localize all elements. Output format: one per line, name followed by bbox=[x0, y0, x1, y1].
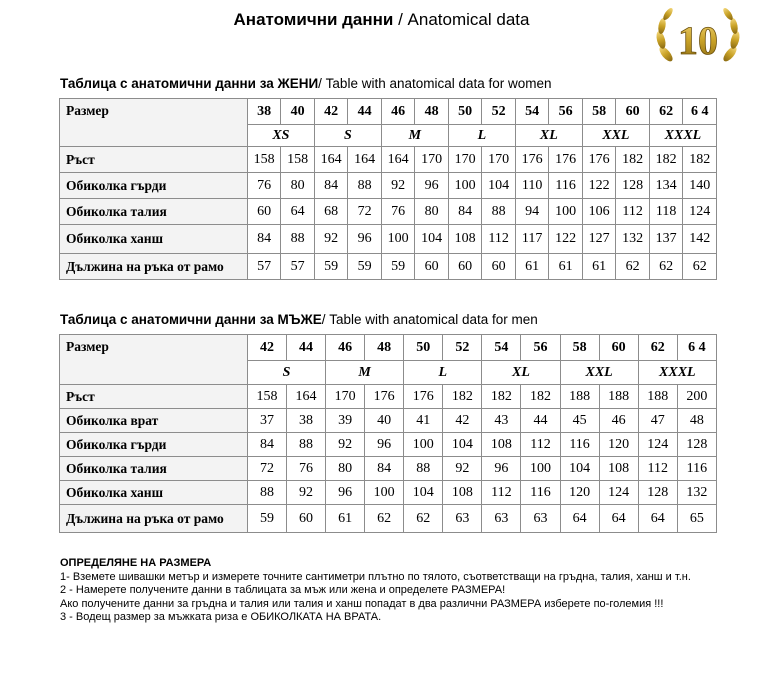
measurement-value: 108 bbox=[448, 225, 482, 254]
size-number-cell: 44 bbox=[348, 99, 382, 125]
measurement-value: 84 bbox=[448, 199, 482, 225]
table-row bbox=[60, 225, 717, 254]
measurement-label: Обиколка талия bbox=[60, 199, 248, 225]
instruction-line: 2 - Намерете получените данни в таблицата за мъж или жена и определете РАЗМЕРА! bbox=[60, 584, 506, 596]
measurement-value: 164 bbox=[381, 147, 415, 173]
size-label: Размер bbox=[60, 335, 248, 385]
measurement-value: 60 bbox=[415, 254, 449, 280]
table-row bbox=[60, 409, 717, 433]
measurement-value: 92 bbox=[381, 173, 415, 199]
table-row bbox=[60, 254, 717, 280]
instructions-heading: ОПРЕДЕЛЯНЕ НА РАЗМЕРА bbox=[60, 557, 212, 569]
measurement-value: 80 bbox=[281, 173, 315, 199]
measurement-value: 96 bbox=[365, 433, 404, 457]
size-group-cell: L bbox=[404, 361, 482, 385]
measurement-value: 122 bbox=[582, 173, 616, 199]
measurement-value: 76 bbox=[286, 457, 325, 481]
measurement-value: 124 bbox=[638, 433, 677, 457]
measurement-value: 158 bbox=[247, 147, 281, 173]
measurement-value: 188 bbox=[560, 385, 599, 409]
measurement-value: 57 bbox=[247, 254, 281, 280]
table-row bbox=[60, 505, 717, 533]
measurement-value: 61 bbox=[326, 505, 365, 533]
size-number-cell: 54 bbox=[515, 99, 549, 125]
size-number-cell: 60 bbox=[599, 335, 638, 361]
measurement-value: 45 bbox=[560, 409, 599, 433]
measurement-value: 84 bbox=[314, 173, 348, 199]
measurement-value: 38 bbox=[286, 409, 325, 433]
women-title-en: / Table with anatomical data for women bbox=[318, 76, 552, 91]
measurement-value: 72 bbox=[348, 199, 382, 225]
measurement-value: 92 bbox=[326, 433, 365, 457]
size-group-cell: S bbox=[314, 125, 381, 147]
size-number-cell: 42 bbox=[247, 335, 286, 361]
measurement-label: Ръст bbox=[60, 385, 248, 409]
size-group-cell: M bbox=[381, 125, 448, 147]
instruction-line: 1- Вземете шивашки метър и измерете точните сантиметри плътно по тялото, съответстващи на гръдна, талия, ханш и т.н. bbox=[60, 570, 691, 583]
size-group-cell: L bbox=[448, 125, 515, 147]
measurement-value: 59 bbox=[381, 254, 415, 280]
measurement-label: Обиколка талия bbox=[60, 457, 248, 481]
size-number-cell: 48 bbox=[415, 99, 449, 125]
size-label: Размер bbox=[60, 99, 248, 147]
measurement-value: 60 bbox=[286, 505, 325, 533]
measurement-value: 40 bbox=[365, 409, 404, 433]
measurement-value: 176 bbox=[365, 385, 404, 409]
instruction-line: Ако получените данни за гръдна и талия или талия и ханш попадат в два различни РАЗМЕРА изберете по-големия !!! bbox=[60, 597, 664, 610]
measurement-value: 100 bbox=[381, 225, 415, 254]
measurement-value: 137 bbox=[649, 225, 683, 254]
measurement-value: 100 bbox=[549, 199, 583, 225]
size-number-cell: 62 bbox=[649, 99, 683, 125]
measurement-value: 124 bbox=[683, 199, 717, 225]
measurement-value: 88 bbox=[404, 457, 443, 481]
measurement-label: Обиколка гърди bbox=[60, 433, 248, 457]
measurement-label: Обиколка ханш bbox=[60, 481, 248, 505]
measurement-value: 46 bbox=[599, 409, 638, 433]
measurement-value: 128 bbox=[677, 433, 716, 457]
measurement-value: 96 bbox=[348, 225, 382, 254]
men-title-bg: Таблица с анатомични данни за МЪЖЕ bbox=[60, 312, 322, 327]
measurement-value: 110 bbox=[515, 173, 549, 199]
measurement-value: 60 bbox=[247, 199, 281, 225]
measurement-value: 80 bbox=[415, 199, 449, 225]
measurement-value: 84 bbox=[247, 225, 281, 254]
measurement-label: Обиколка врат bbox=[60, 409, 248, 433]
measurement-value: 106 bbox=[582, 199, 616, 225]
instruction-line: 3 - Водещ размер за мъжката риза е ОБИКОЛКАТА НА ВРАТА. bbox=[60, 611, 382, 623]
measurement-value: 37 bbox=[247, 409, 286, 433]
measurement-value: 76 bbox=[247, 173, 281, 199]
measurement-value: 176 bbox=[515, 147, 549, 173]
measurement-value: 112 bbox=[616, 199, 650, 225]
measurement-value: 182 bbox=[521, 385, 560, 409]
measurement-value: 96 bbox=[482, 457, 521, 481]
measurement-value: 108 bbox=[599, 457, 638, 481]
measurement-value: 84 bbox=[247, 433, 286, 457]
women-title-bg: Таблица с анатомични данни за ЖЕНИ bbox=[60, 76, 319, 91]
measurement-value: 182 bbox=[482, 385, 521, 409]
measurement-value: 200 bbox=[677, 385, 716, 409]
size-group-cell: XS bbox=[247, 125, 314, 147]
measurement-label: Обиколка ханш bbox=[60, 225, 248, 254]
measurement-value: 164 bbox=[286, 385, 325, 409]
page-title bbox=[0, 10, 763, 30]
measurement-value: 61 bbox=[582, 254, 616, 280]
table-row bbox=[60, 173, 717, 199]
measurement-value: 39 bbox=[326, 409, 365, 433]
men-table-title bbox=[60, 312, 538, 327]
size-group-cell: XXXL bbox=[638, 361, 716, 385]
measurement-value: 68 bbox=[314, 199, 348, 225]
measurement-value: 80 bbox=[326, 457, 365, 481]
table-row bbox=[60, 457, 717, 481]
measurement-value: 88 bbox=[348, 173, 382, 199]
measurement-value: 188 bbox=[599, 385, 638, 409]
measurement-value: 65 bbox=[677, 505, 716, 533]
measurement-value: 128 bbox=[638, 481, 677, 505]
measurement-value: 182 bbox=[443, 385, 482, 409]
size-number-cell: 58 bbox=[560, 335, 599, 361]
measurement-value: 76 bbox=[381, 199, 415, 225]
measurement-value: 132 bbox=[616, 225, 650, 254]
size-number-cell: 6 4 bbox=[677, 335, 716, 361]
size-group-cell: XL bbox=[515, 125, 582, 147]
size-number-cell: 56 bbox=[549, 99, 583, 125]
laurel-10-badge-icon bbox=[652, 4, 744, 70]
measurement-value: 94 bbox=[515, 199, 549, 225]
table-row bbox=[60, 481, 717, 505]
measurement-value: 88 bbox=[482, 199, 516, 225]
size-group-cell: M bbox=[326, 361, 404, 385]
measurement-value: 108 bbox=[482, 433, 521, 457]
measurement-label: Обиколка гърди bbox=[60, 173, 248, 199]
measurement-value: 84 bbox=[365, 457, 404, 481]
measurement-value: 118 bbox=[649, 199, 683, 225]
measurement-value: 120 bbox=[560, 481, 599, 505]
size-number-cell: 44 bbox=[286, 335, 325, 361]
measurement-value: 124 bbox=[599, 481, 638, 505]
men-size-table bbox=[59, 334, 717, 533]
measurement-value: 116 bbox=[521, 481, 560, 505]
measurement-value: 104 bbox=[560, 457, 599, 481]
measurement-value: 170 bbox=[448, 147, 482, 173]
measurement-value: 104 bbox=[482, 173, 516, 199]
measurement-value: 60 bbox=[482, 254, 516, 280]
measurement-value: 43 bbox=[482, 409, 521, 433]
page-title-bg: Анатомични данни bbox=[233, 10, 394, 29]
measurement-value: 112 bbox=[521, 433, 560, 457]
size-number-cell: 52 bbox=[443, 335, 482, 361]
measurement-value: 100 bbox=[404, 433, 443, 457]
measurement-value: 96 bbox=[415, 173, 449, 199]
sizing-instructions bbox=[60, 557, 691, 625]
measurement-value: 182 bbox=[683, 147, 717, 173]
measurement-value: 92 bbox=[314, 225, 348, 254]
size-group-cell: XL bbox=[482, 361, 560, 385]
measurement-value: 176 bbox=[549, 147, 583, 173]
measurement-value: 63 bbox=[482, 505, 521, 533]
measurement-value: 62 bbox=[365, 505, 404, 533]
measurement-value: 88 bbox=[247, 481, 286, 505]
measurement-value: 134 bbox=[649, 173, 683, 199]
measurement-value: 62 bbox=[649, 254, 683, 280]
measurement-value: 104 bbox=[415, 225, 449, 254]
measurement-value: 61 bbox=[515, 254, 549, 280]
size-group-cell: XXL bbox=[582, 125, 649, 147]
size-number-cell: 46 bbox=[326, 335, 365, 361]
measurement-value: 41 bbox=[404, 409, 443, 433]
measurement-value: 64 bbox=[599, 505, 638, 533]
measurement-value: 64 bbox=[560, 505, 599, 533]
measurement-value: 176 bbox=[582, 147, 616, 173]
size-number-cell: 46 bbox=[381, 99, 415, 125]
size-group-cell: S bbox=[247, 361, 325, 385]
size-number-cell: 50 bbox=[404, 335, 443, 361]
size-number-cell: 42 bbox=[314, 99, 348, 125]
table-row bbox=[60, 147, 717, 173]
measurement-value: 44 bbox=[521, 409, 560, 433]
measurement-value: 59 bbox=[314, 254, 348, 280]
page-title-en: / Anatomical data bbox=[398, 10, 530, 29]
measurement-value: 47 bbox=[638, 409, 677, 433]
table-row bbox=[60, 433, 717, 457]
measurement-value: 112 bbox=[638, 457, 677, 481]
women-table-title bbox=[60, 76, 552, 91]
measurement-value: 164 bbox=[348, 147, 382, 173]
measurement-value: 188 bbox=[638, 385, 677, 409]
measurement-value: 176 bbox=[404, 385, 443, 409]
men-title-en: / Table with anatomical data for men bbox=[321, 312, 538, 327]
size-number-cell: 56 bbox=[521, 335, 560, 361]
size-group-cell: XXL bbox=[560, 361, 638, 385]
measurement-value: 100 bbox=[448, 173, 482, 199]
measurement-value: 62 bbox=[683, 254, 717, 280]
measurement-value: 142 bbox=[683, 225, 717, 254]
measurement-value: 100 bbox=[365, 481, 404, 505]
measurement-value: 104 bbox=[443, 433, 482, 457]
size-number-cell: 58 bbox=[582, 99, 616, 125]
measurement-value: 63 bbox=[443, 505, 482, 533]
measurement-value: 132 bbox=[677, 481, 716, 505]
measurement-value: 57 bbox=[281, 254, 315, 280]
measurement-value: 112 bbox=[482, 225, 516, 254]
measurement-value: 170 bbox=[326, 385, 365, 409]
size-number-cell: 38 bbox=[247, 99, 281, 125]
measurement-value: 62 bbox=[404, 505, 443, 533]
measurement-value: 112 bbox=[482, 481, 521, 505]
size-number-cell: 60 bbox=[616, 99, 650, 125]
size-number-cell: 54 bbox=[482, 335, 521, 361]
measurement-value: 117 bbox=[515, 225, 549, 254]
measurement-value: 59 bbox=[247, 505, 286, 533]
measurement-value: 63 bbox=[521, 505, 560, 533]
measurement-value: 122 bbox=[549, 225, 583, 254]
measurement-value: 164 bbox=[314, 147, 348, 173]
measurement-value: 158 bbox=[247, 385, 286, 409]
measurement-value: 127 bbox=[582, 225, 616, 254]
size-number-cell: 52 bbox=[482, 99, 516, 125]
table-row bbox=[60, 385, 717, 409]
measurement-label: Дължина на ръка от рамо bbox=[60, 505, 248, 533]
measurement-value: 104 bbox=[404, 481, 443, 505]
measurement-value: 59 bbox=[348, 254, 382, 280]
women-size-table bbox=[59, 98, 717, 280]
measurement-value: 64 bbox=[281, 199, 315, 225]
measurement-value: 108 bbox=[443, 481, 482, 505]
measurement-value: 182 bbox=[616, 147, 650, 173]
measurement-label: Ръст bbox=[60, 147, 248, 173]
size-number-cell: 6 4 bbox=[683, 99, 717, 125]
size-number-cell: 40 bbox=[281, 99, 315, 125]
measurement-value: 61 bbox=[549, 254, 583, 280]
size-number-cell: 48 bbox=[365, 335, 404, 361]
size-group-cell: XXXL bbox=[649, 125, 716, 147]
measurement-value: 120 bbox=[599, 433, 638, 457]
measurement-value: 158 bbox=[281, 147, 315, 173]
size-number-cell: 62 bbox=[638, 335, 677, 361]
measurement-value: 116 bbox=[677, 457, 716, 481]
svg-text:10: 10 bbox=[678, 18, 718, 63]
measurement-value: 100 bbox=[521, 457, 560, 481]
measurement-label: Дължина на ръка от рамо bbox=[60, 254, 248, 280]
size-number-cell: 50 bbox=[448, 99, 482, 125]
measurement-value: 92 bbox=[286, 481, 325, 505]
measurement-value: 182 bbox=[649, 147, 683, 173]
measurement-value: 140 bbox=[683, 173, 717, 199]
measurement-value: 116 bbox=[549, 173, 583, 199]
measurement-value: 42 bbox=[443, 409, 482, 433]
measurement-value: 88 bbox=[286, 433, 325, 457]
measurement-value: 60 bbox=[448, 254, 482, 280]
measurement-value: 116 bbox=[560, 433, 599, 457]
measurement-value: 88 bbox=[281, 225, 315, 254]
measurement-value: 170 bbox=[482, 147, 516, 173]
measurement-value: 128 bbox=[616, 173, 650, 199]
measurement-value: 92 bbox=[443, 457, 482, 481]
measurement-value: 170 bbox=[415, 147, 449, 173]
measurement-value: 72 bbox=[247, 457, 286, 481]
measurement-value: 96 bbox=[326, 481, 365, 505]
measurement-value: 64 bbox=[638, 505, 677, 533]
measurement-value: 48 bbox=[677, 409, 716, 433]
table-row bbox=[60, 199, 717, 225]
measurement-value: 62 bbox=[616, 254, 650, 280]
